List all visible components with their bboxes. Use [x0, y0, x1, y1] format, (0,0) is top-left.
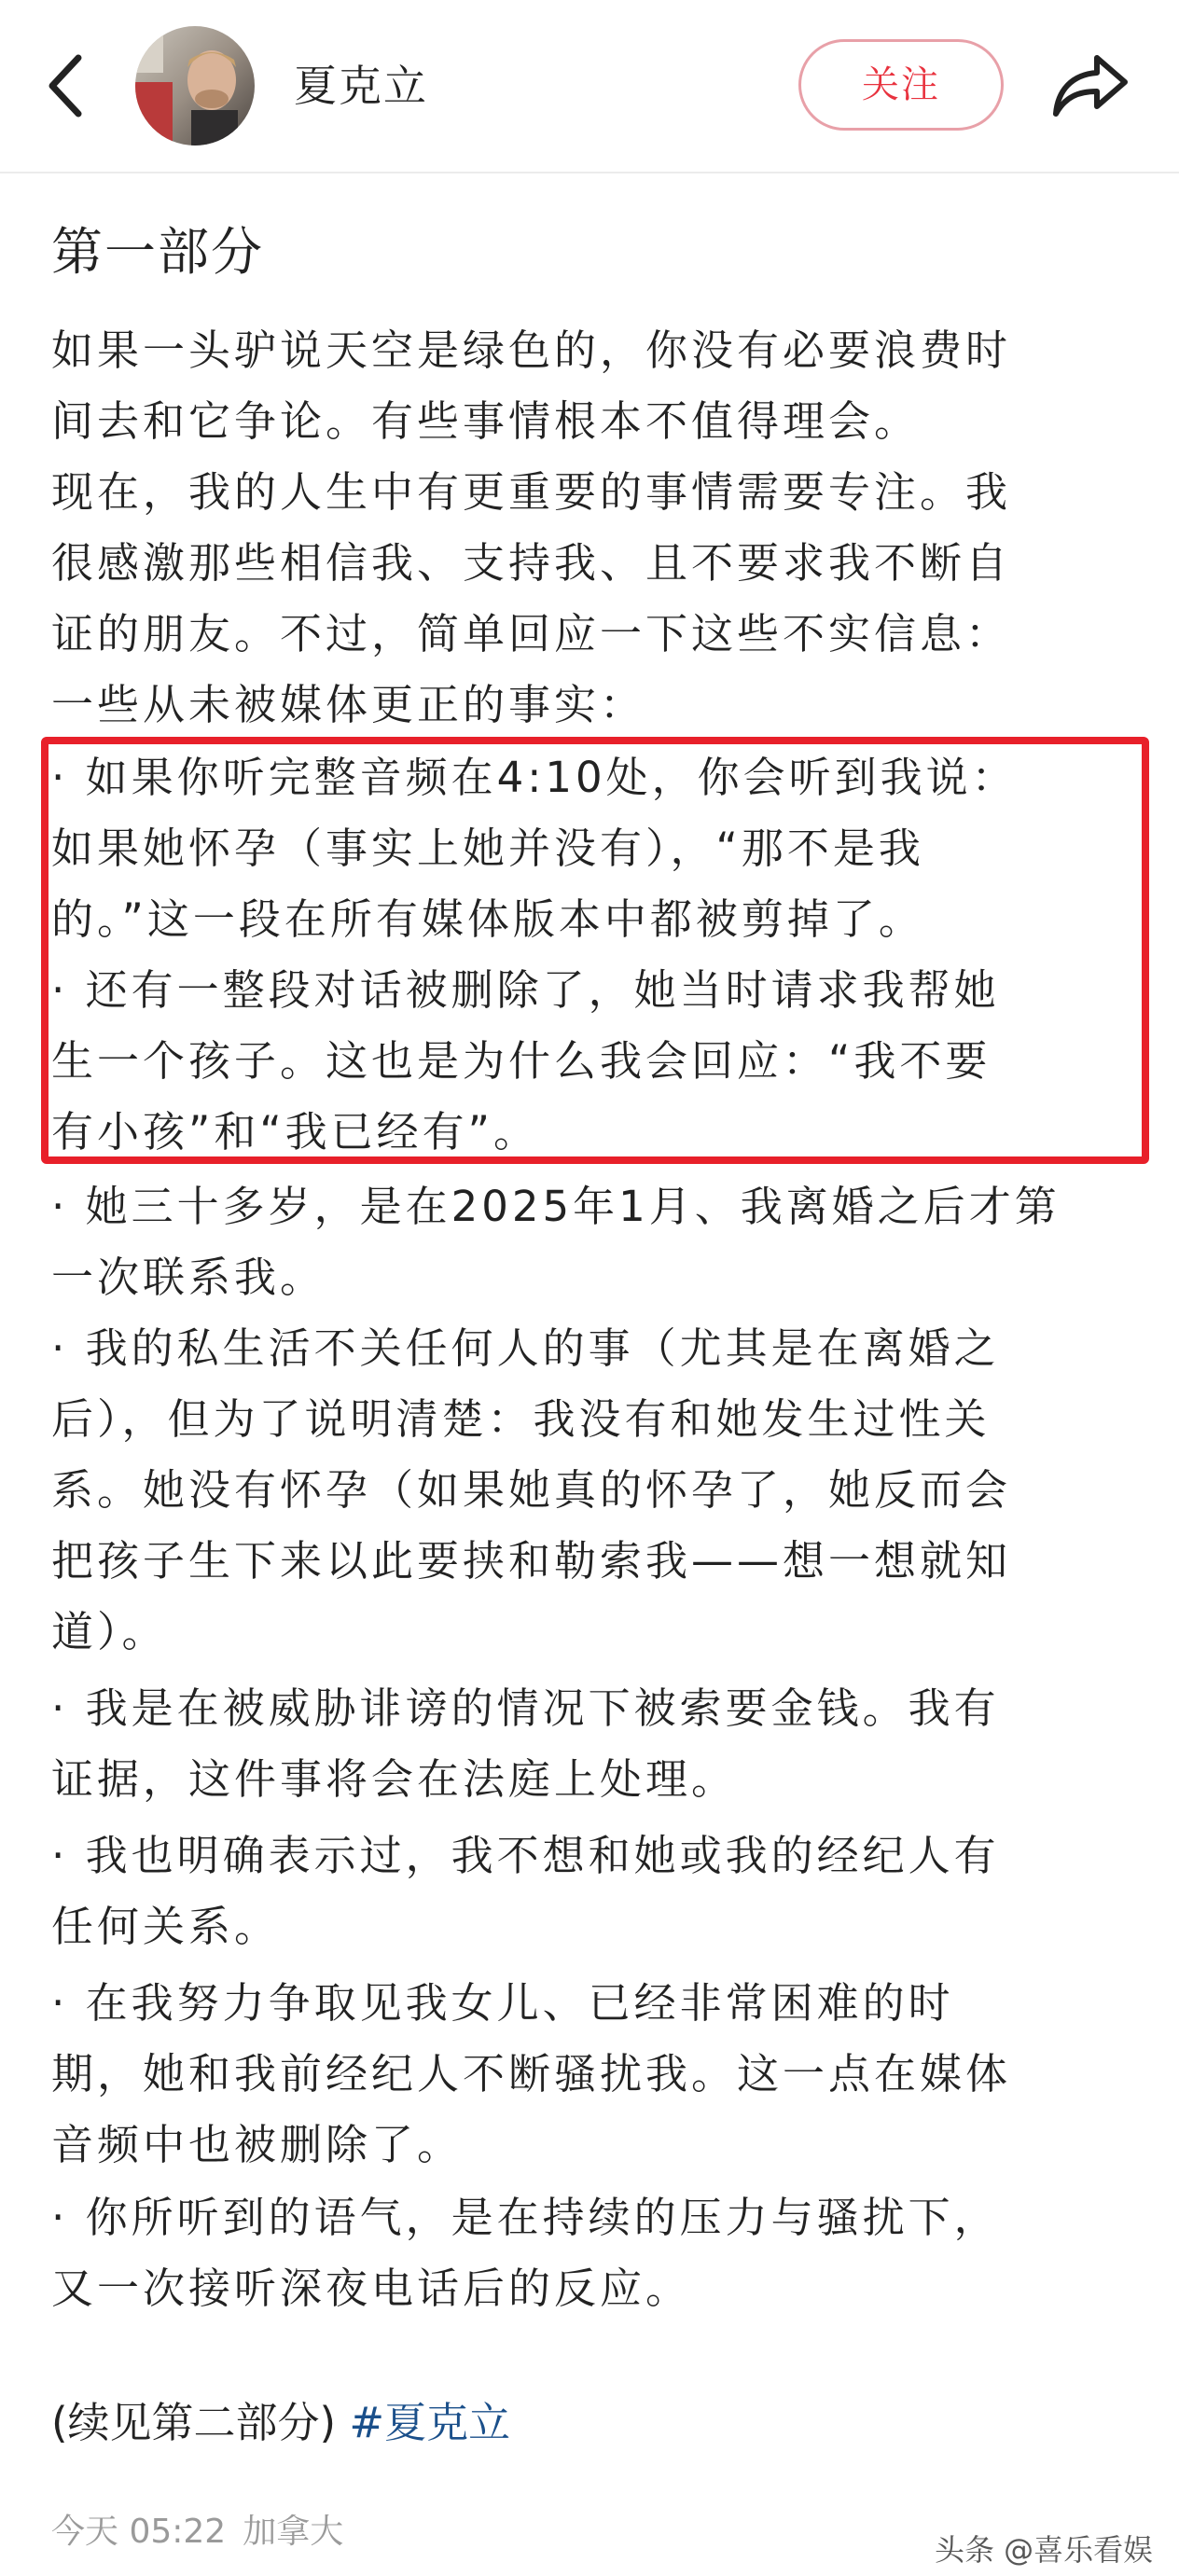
share-arrow-icon: [1047, 39, 1136, 129]
article-line: · 如果你听完整音频在4:10处，你会听到我说：: [51, 753, 1018, 802]
article-line: 证的朋友。不过，简单回应一下这些不实信息：: [51, 609, 1012, 658]
chevron-left-icon: [37, 45, 97, 127]
article-line: · 我的私生活不关任何人的事（尤其是在离婚之: [51, 1323, 1000, 1373]
article-line: 现在，我的人生中有更重要的事情需要专注。我: [51, 467, 1012, 517]
article-line: 音频中也被删除了。: [51, 2120, 464, 2169]
article-line: 如果一头驴说天空是绿色的，你没有必要浪费时: [51, 325, 1012, 375]
article-line: · 我也明确表示过，我不想和她或我的经纪人有: [51, 1831, 1000, 1880]
back-button[interactable]: [37, 45, 97, 127]
post-time: 今天 05:22: [51, 2513, 227, 2551]
continue-text: (续见第二部分): [51, 2398, 350, 2447]
post-meta: [51, 2509, 343, 2555]
article-line: 道）。: [51, 1607, 168, 1656]
top-bar: [0, 0, 1179, 173]
article-line: 一次联系我。: [51, 1253, 326, 1302]
article-line: 期，她和我前经纪人不断骚扰我。这一点在媒体: [51, 2049, 1012, 2098]
hashtag-link[interactable]: #夏克立: [349, 2398, 511, 2447]
follow-button[interactable]: 关注: [798, 39, 1004, 131]
article-line: 很感激那些相信我、支持我、且不要求我不断自: [51, 538, 1012, 588]
article-line: 一些从未被媒体更正的事实：: [51, 680, 646, 729]
article-line: 又一次接听深夜电话后的反应。: [51, 2264, 692, 2313]
continue-note: [51, 2388, 510, 2458]
author-name[interactable]: 夏克立: [294, 61, 428, 111]
article-line: 任何关系。: [51, 1902, 281, 1951]
article-line: · 在我努力争取见我女儿、已经非常困难的时: [51, 1978, 954, 2028]
share-button[interactable]: [1047, 39, 1136, 129]
article-line: · 还有一整段对话被删除了，她当时请求我帮她: [51, 965, 1000, 1015]
article-line: · 你所听到的语气，是在持续的压力与骚扰下，: [51, 2193, 1000, 2242]
article-line: 证据，这件事将会在法庭上处理。: [51, 1754, 738, 1804]
author-avatar[interactable]: [135, 26, 255, 145]
article-line: 如果她怀孕（事实上她并没有），“那不是我: [51, 824, 924, 873]
article-line: 后），但为了说明清楚：我没有和她发生过性关: [51, 1394, 991, 1444]
article-line: 间去和它争论。有些事情根本不值得理会。: [51, 396, 921, 446]
avatar-photo: [135, 26, 255, 145]
article-line: 的。”这一段在所有媒体版本中都被剪掉了。: [51, 894, 924, 944]
article-line: · 我是在被威胁诽谤的情况下被索要金钱。我有: [51, 1683, 1000, 1733]
article-line: 生一个孩子。这也是为什么我会回应：“我不要: [51, 1036, 992, 1086]
watermark: 头条 @喜乐看娱: [935, 2532, 1154, 2568]
article-line: 把孩子生下来以此要挟和勒索我——想一想就知: [51, 1536, 1012, 1586]
article-line: 有小孩”和“我已经有”。: [51, 1107, 539, 1156]
section-title: 第一部分: [51, 222, 265, 282]
article-line: · 她三十多岁，是在2025年1月、我离婚之后才第: [51, 1182, 1061, 1231]
post-location: 加拿大: [243, 2513, 344, 2551]
article-line: 系。她没有怀孕（如果她真的怀孕了，她反而会: [51, 1465, 1012, 1515]
